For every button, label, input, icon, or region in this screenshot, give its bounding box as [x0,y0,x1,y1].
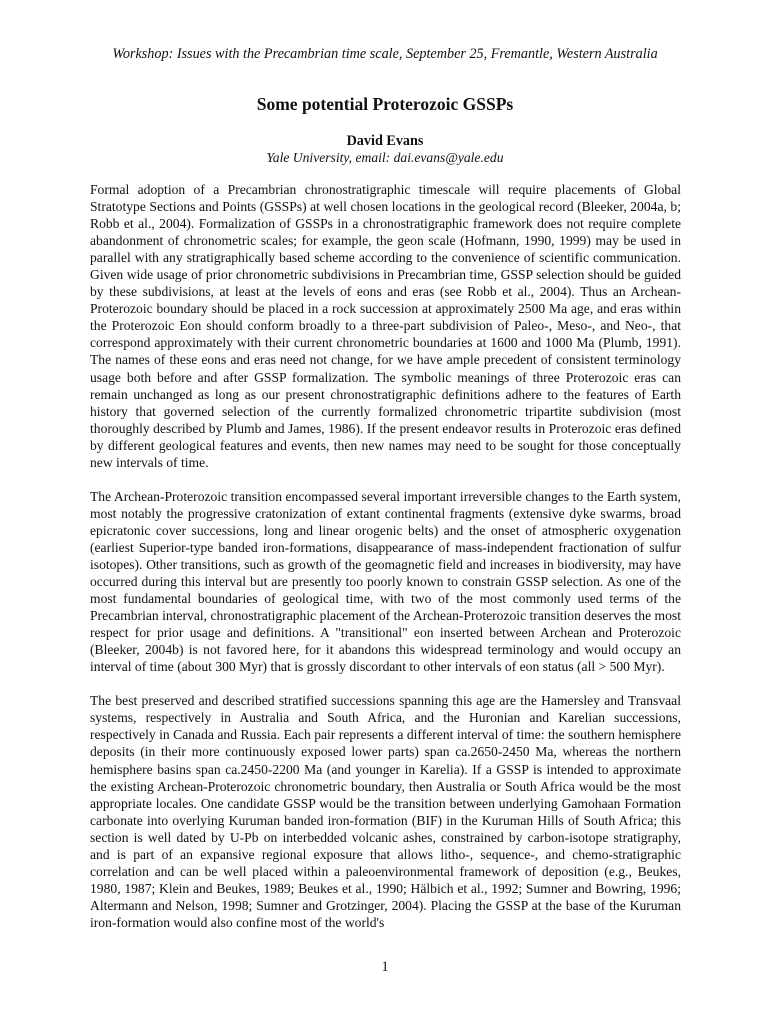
body-paragraph-3: The best preserved and described stratified successions spanning this age are the Hamersley and Transvaal systems, respectively in Australia and South Africa, and the Huronian and Karelian successions, respectively in Canada and Russia. Each pair represents a different interval of time: the southern hemisphere deposits (in their more continuously exposed lower parts) span ca.2650-2450 Ma, whereas the northern hemisphere basins span ca.2450-2200 Ma (and younger in Karelia). If a GSSP is intended to approximate the existing Archean-Proterozoic chronometric boundary, then Australia or South Africa would be the most appropriate locales. One candidate GSSP would be the transition between underlying Gamohaan Formation carbonate into overlying Kuruman banded iron-formation (BIF) in the Kuruman Hills of South Africa; this section is well dated by U-Pb on interbedded volcanic ashes, constrained by carbon-isotope stratigraphy, and is part of an expansive regional exposure that allows litho-, sequence-, and chemo-stratigraphic correlation and can be well placed within a paleoenvironmental framework of deposition (e.g., Beukes, 1980, 1987; Klein and Beukes, 1989; Beukes et al., 1990; Hälbich et al., 1992; Sumner and Bowring, 1996; Altermann and Nelson, 1998; Sumner and Grotzinger, 2004). Placing the GSSP at the base of the Kuruman iron-formation would also confine most of the world's [90,693,681,930]
paper-title: Some potential Proterozoic GSSPs [256,94,514,114]
body-text [90,181,681,948]
author-affiliation: Yale University, email: dai.evans@yale.edu [266,150,504,165]
body-paragraph-2: The Archean-Proterozoic transition encompassed several important irreversible changes to the Earth system, most notably the progressive cratonization of extant continental fragments (extensive dyke swarms, broad epicratonic cover successions, long and linear orogenic belts) and the onset of atmospheric oxygenation (earliest Superior-type banded iron-formations, disappearance of mass-independent fractionation of sulfur isotopes). Other transitions, such as growth of the geomagnetic field and increases in biodiversity, may have occurred during this interval but are presently too poorly known to constrain GSSP selection. As one of the most fundamental boundaries of geological time, with two of the most commonly used terms of the Precambrian interval, chronostratigraphic placement of the Archean-Proterozoic transition deserves the most respect for prior usage and definitions. A "transitional" eon inserted between Archean and Proterozoic (Bleeker, 2004b) is not favored here, for it abandons this widespread terminology and would occupy an interval of time (about 300 Myr) that is grossly discordant to other intervals of eon status (all > 500 Myr). [90,488,681,675]
author-name: David Evans [346,133,424,149]
running-header: Workshop: Issues with the Precambrian time scale, September 25, Fremantle, Western Australia [112,46,658,62]
page-number: 1 [381,959,389,975]
body-paragraph-1: Formal adoption of a Precambrian chronostratigraphic timescale will require placements of Global Stratotype Sections and Points (GSSPs) at well chosen locations in the geological record (Bleeker, 2004a, b; Robb et al., 2004). Formalization of GSSPs in a chronostratigraphic framework does not require complete abandonment of chronometric scales; for example, the geon scale (Hofmann, 1990, 1999) may be used in parallel with any stratigraphically based scheme according to the convenience of scientific communication. Given wide usage of prior chronometric subdivisions in Precambrian time, GSSP selection should be guided by these subdivisions, at least at the levels of eons and eras (see Robb et al., 2004). Thus an Archean-Proterozoic boundary should be placed in a rock succession at approximately 2500 Ma age, and eras within the Proterozoic Eon should conform broadly to a three-part subdivision of Paleo-, Meso-, and Neo-, that correspond approximately with their current chronometric boundaries at 1600 and 1000 Ma (Plumb, 1991). The names of these eons and eras need not change, for we have ample precedent of consistent terminology usage both before and after GSSP formalization. The symbolic meanings of three Proterozoic eras can remain unchanged as long as our present chronostratigraphic definitions adhere to the features of Earth history that governed selection of the currently formalized chronometric tripartite subdivision (most thoroughly described by Plumb and James, 1986). If the present endeavor results in Proterozoic eras defined by different geological features and events, then new names may need to be sought for those conceptually new intervals of time. [90,182,681,470]
